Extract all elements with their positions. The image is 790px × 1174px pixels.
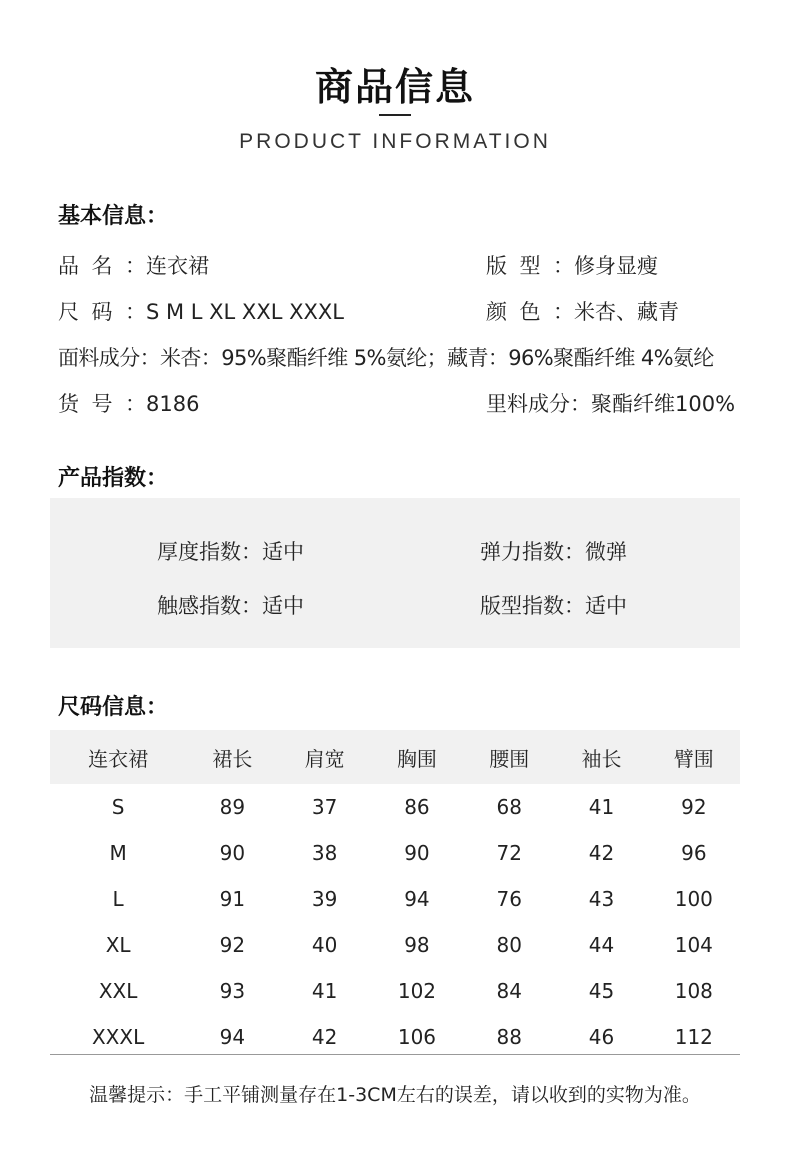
table-row xyxy=(50,830,740,876)
table-row xyxy=(50,876,740,922)
name-label: 品名： xyxy=(58,254,146,278)
size-table xyxy=(50,730,740,1060)
table-cell: 106 xyxy=(397,1025,437,1049)
page-subtitle: PRODUCT INFORMATION xyxy=(239,130,551,153)
fabric-value: 米杏：95%聚酯纤维 5%氨纶；藏青：96%聚酯纤维 4%氨纶 xyxy=(160,346,714,370)
table-cell: 94 xyxy=(404,887,430,911)
table-cell: 37 xyxy=(311,795,338,819)
info-row-item xyxy=(58,388,750,418)
size-value: S M L XL XXL XXXL xyxy=(146,300,344,324)
header-sleeve: 袖长 xyxy=(581,746,622,771)
table-cell: S xyxy=(111,795,125,819)
table-cell: 41 xyxy=(311,979,338,1003)
table-cell: XXXL xyxy=(91,1025,145,1049)
table-cell: 86 xyxy=(404,795,430,819)
table-cell: 91 xyxy=(219,887,246,911)
header-dress: 连衣裙 xyxy=(88,746,149,771)
table-cell: 40 xyxy=(311,933,338,957)
table-cell: 42 xyxy=(311,1025,338,1049)
info-row-fabric xyxy=(58,342,750,372)
table-divider xyxy=(50,1054,740,1055)
lining-label: 里料成分： xyxy=(486,392,591,416)
table-cell: XXL xyxy=(98,979,138,1003)
table-cell: XL xyxy=(105,933,131,957)
color-label: 颜色： xyxy=(486,300,574,324)
item-value: 8186 xyxy=(146,392,200,416)
index-heading: 产品指数： xyxy=(58,466,169,491)
page-title: 商品信息 xyxy=(314,65,475,109)
size-info-heading: 尺码信息： xyxy=(58,695,169,720)
header-bust: 胸围 xyxy=(396,746,437,771)
table-cell: M xyxy=(109,841,127,865)
table-cell: 112 xyxy=(674,1025,713,1049)
table-cell: 90 xyxy=(219,841,246,865)
table-cell: 96 xyxy=(681,841,707,865)
table-cell: 100 xyxy=(674,887,713,911)
header-arm: 臂围 xyxy=(673,746,714,771)
table-cell: 93 xyxy=(219,979,246,1003)
info-row-size xyxy=(58,296,750,326)
table-cell: 98 xyxy=(404,933,430,957)
table-cell: 104 xyxy=(674,933,713,957)
fit-label: 版型： xyxy=(486,254,574,278)
size-table-header-row xyxy=(50,730,740,784)
table-cell: 46 xyxy=(588,1025,615,1049)
table-cell: 43 xyxy=(588,887,615,911)
table-cell: 108 xyxy=(674,979,713,1003)
info-row-name xyxy=(58,250,750,280)
thickness-index: 厚度指数：适中 xyxy=(157,540,304,564)
table-cell: 88 xyxy=(496,1025,522,1049)
item-label: 货号： xyxy=(58,392,146,416)
table-cell: 92 xyxy=(219,933,246,957)
title-underline xyxy=(379,114,411,116)
table-cell: 68 xyxy=(496,795,522,819)
fabric-label: 面料成分： xyxy=(58,346,160,370)
table-row xyxy=(50,784,740,830)
measurement-note: 温馨提示：手工平铺测量存在1-3CM左右的误差，请以收到的实物为准。 xyxy=(89,1084,701,1106)
header-shoulder: 肩宽 xyxy=(304,746,345,771)
table-cell: L xyxy=(112,887,124,911)
fit-index: 版型指数：适中 xyxy=(480,594,627,618)
index-panel xyxy=(50,498,740,648)
table-cell: 41 xyxy=(588,795,615,819)
table-cell: 89 xyxy=(219,795,246,819)
header-waist: 腰围 xyxy=(489,746,530,771)
table-cell: 84 xyxy=(496,979,522,1003)
color-value: 米杏、藏青 xyxy=(574,300,679,324)
elasticity-index: 弹力指数：微弹 xyxy=(480,540,627,564)
table-row xyxy=(50,968,740,1014)
table-cell: 42 xyxy=(588,841,615,865)
basic-info-heading: 基本信息： xyxy=(58,204,169,229)
table-cell: 90 xyxy=(404,841,430,865)
name-value: 连衣裙 xyxy=(146,254,209,278)
lining-value: 聚酯纤维100% xyxy=(591,392,736,416)
table-cell: 38 xyxy=(311,841,338,865)
size-label: 尺码： xyxy=(58,300,146,324)
table-cell: 44 xyxy=(588,933,615,957)
table-cell: 80 xyxy=(496,933,522,957)
table-cell: 72 xyxy=(496,841,522,865)
table-cell: 45 xyxy=(588,979,615,1003)
table-row xyxy=(50,922,740,968)
table-cell: 92 xyxy=(681,795,707,819)
table-cell: 102 xyxy=(397,979,437,1003)
header-length: 裙长 xyxy=(212,746,253,771)
fit-value: 修身显瘦 xyxy=(574,254,658,278)
touch-index: 触感指数：适中 xyxy=(157,594,304,618)
table-cell: 94 xyxy=(219,1025,246,1049)
table-cell: 76 xyxy=(496,887,522,911)
table-cell: 39 xyxy=(311,887,338,911)
